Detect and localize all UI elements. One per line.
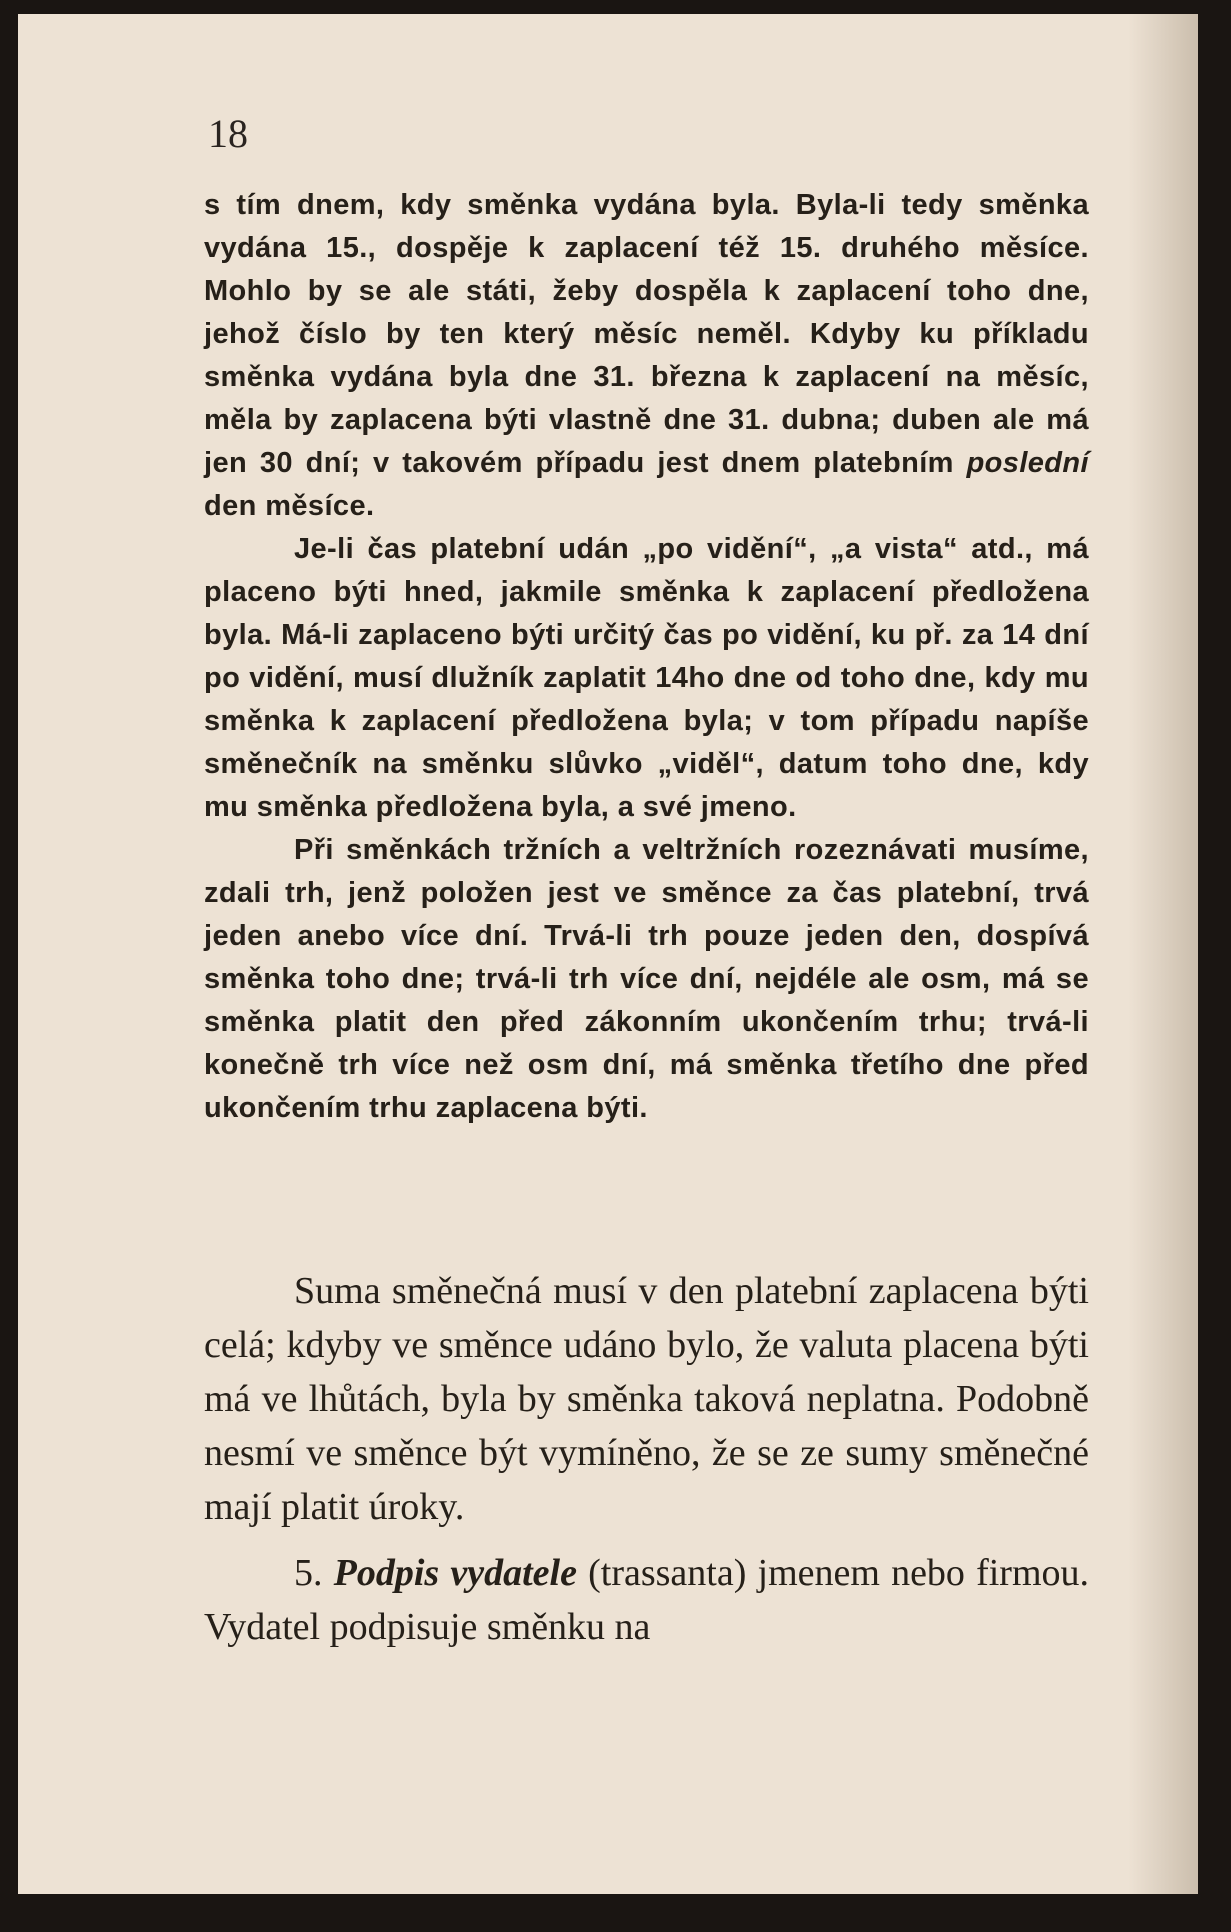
paragraph: Je-li čas platební udán „po vidění“, „a vista“ atd., má placeno býti hned, jakmile směnka k zaplacení předložena byla. Má-li zaplaceno býti určitý čas po vidění, ku př. za 14 dní po vidění, musí dlužník zaplatit 14ho dne od toho dne, kdy mu směnka k zaplacení předložena byla; v tom případu napíše směnečník na směnku slůvko „viděl“, datum toho dne, kdy mu směnka předložena byla, a své jmeno. xyxy=(204,533,1089,823)
paragraph: Suma směnečná musí v den platební zaplacena býti celá; kdyby ve směnce udáno bylo, že valuta placena býti má ve lhůtách, byla by směnka taková neplatna. Podobně nesmí ve směnce být vymíněno, že se ze sumy směnečné mají platit úroky. xyxy=(204,1270,1089,1528)
body-text-large-print xyxy=(204,1264,1089,1654)
book-page xyxy=(18,14,1198,1894)
paragraph-text: (trassanta) jmenem nebo firmou. Vydatel podpisuje směnku na xyxy=(204,1552,1090,1648)
page-edge-shadow xyxy=(1128,14,1198,1894)
paragraph: Při směnkách tržních a veltržních rozeznávati musíme, zdali trh, jenž položen jest ve směnce za čas platební, trvá jeden anebo více dní. Trvá-li trh pouze jeden den, dospívá směnka toho dne; trvá-li trh více dní, nejdéle ale osm, má se směnka platit den před zákonním ukončením trhu; trvá-li konečně trh více než osm dní, má směnka třetího dne před ukončením trhu zaplacena býti. xyxy=(204,834,1089,1124)
paragraph-text: s tím dnem, kdy směnka vydána byla. Byla-li tedy směnka vydána 15., dospěje k zaplacení též 15. druhého měsíce. Mohlo by se ale státi, žeby dospěla k zaplacení toho dne, jehož číslo by ten který měsíc neměl. Kdyby ku příkladu směnka vydána byla dne 31. března k zaplacení na měsíc, měla by zaplacena býti vlastně dne 31. dubna; duben ale má jen 30 dní; v takovém případu jest dnem platebním xyxy=(204,189,1089,479)
section-paragraph xyxy=(204,1546,1089,1654)
section-heading: Podpis vydatele xyxy=(333,1552,577,1594)
section-number: 5. xyxy=(294,1552,323,1594)
emphasis-text: poslední xyxy=(966,447,1089,479)
page-number: 18 xyxy=(208,111,248,156)
body-text-small-print xyxy=(204,184,1089,1130)
paragraph xyxy=(204,184,1089,528)
paragraph-text: den měsíce. xyxy=(204,490,375,522)
